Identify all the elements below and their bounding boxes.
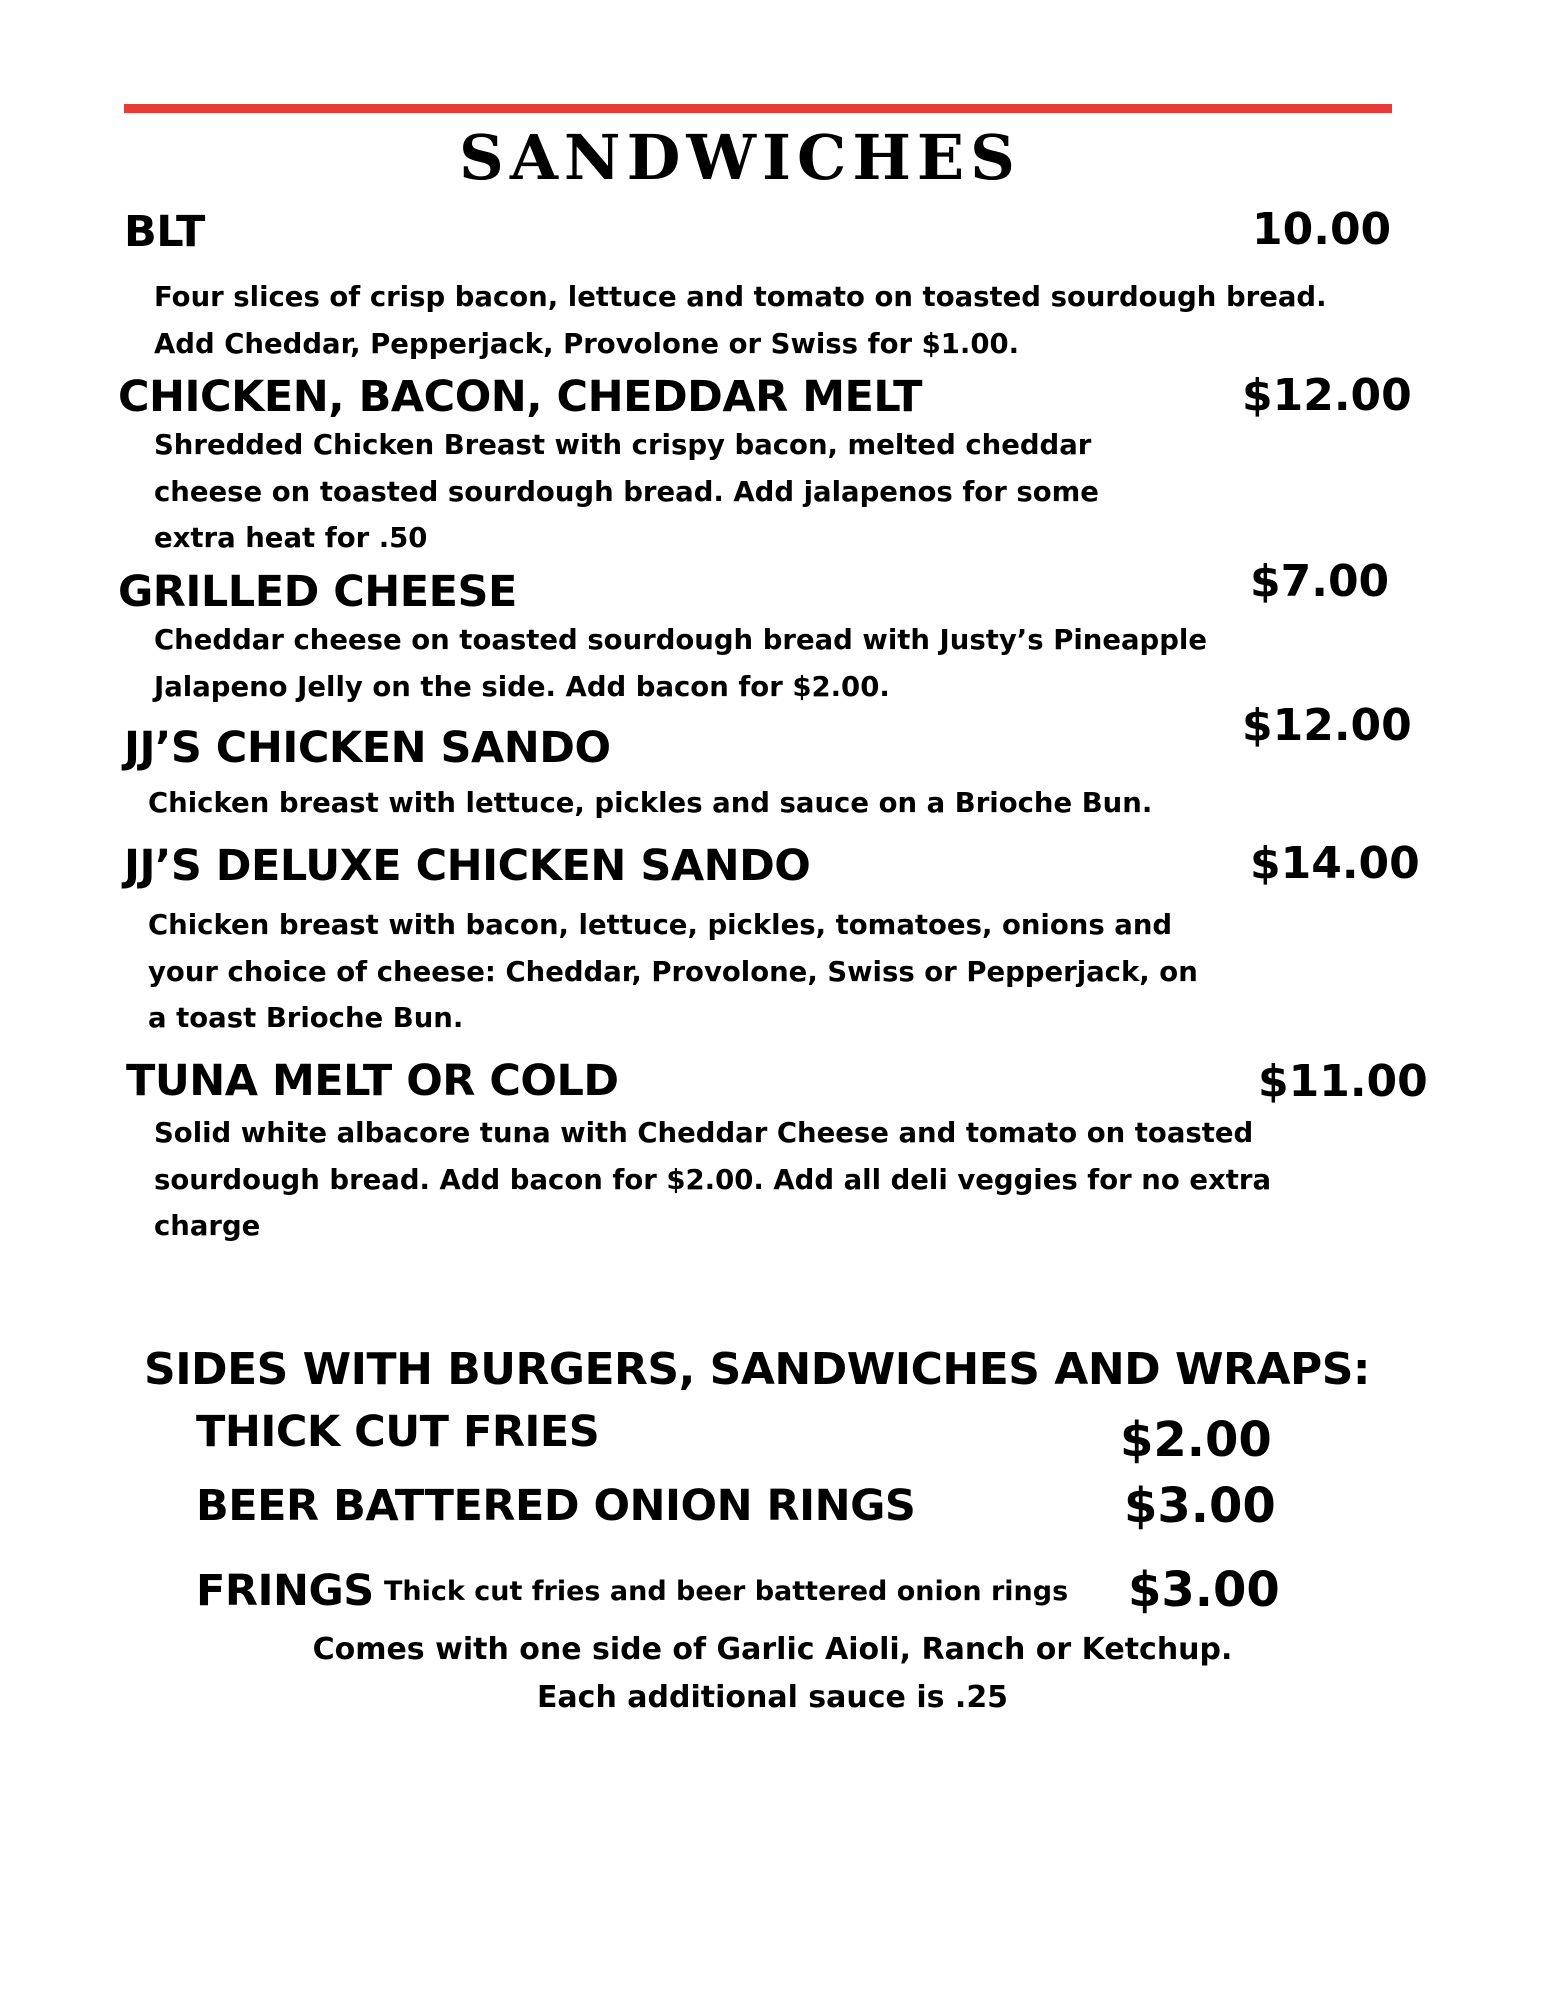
sides-title: SIDES WITH BURGERS, SANDWICHES AND WRAPS: [144, 1344, 1371, 1395]
item-name-blt: BLT [124, 207, 205, 257]
item-description-jjs-chicken-sando [148, 780, 1152, 827]
item-price-blt: 10.00 [1252, 204, 1392, 255]
description-line: a toast Brioche Bun. [148, 1002, 464, 1034]
item-price-tuna-melt-or-cold: $11.00 [1258, 1056, 1428, 1107]
red-divider [124, 104, 1392, 113]
item-name-jjs-chicken-sando: JJ’S CHICKEN SANDO [124, 723, 611, 773]
item-name-chicken-bacon-cheddar-melt: CHICKEN, BACON, CHEDDAR MELT [118, 372, 922, 422]
item-description-jjs-deluxe-chicken-sando [148, 902, 1198, 1042]
description-line: Chicken breast with bacon, lettuce, pickles, tomatoes, onions and [148, 909, 1173, 941]
description-line: extra heat for .50 [154, 522, 428, 554]
item-description-chicken-bacon-cheddar-melt [154, 422, 1099, 562]
description-line: Add Cheddar, Pepperjack, Provolone or Swiss for $1.00. [154, 327, 1020, 360]
description-line: cheese on toasted sourdough bread. Add jalapenos for some [154, 475, 1099, 508]
description-line: Jalapeno Jelly on the side. Add bacon for $2.00. [154, 670, 890, 703]
description-line: Chicken breast with lettuce, pickles and sauce on a Brioche Bun. [148, 787, 1153, 819]
item-price-grilled-cheese: $7.00 [1250, 556, 1390, 607]
item-description-grilled-cheese [154, 617, 1207, 710]
item-price-jjs-deluxe-chicken-sando: $14.00 [1250, 838, 1420, 889]
side-price-beer-battered-onion-rings: $3.00 [1124, 1478, 1276, 1534]
description-line: charge [154, 1210, 261, 1242]
side-note-frings: Thick cut fries and beer battered onion rings [384, 1576, 1069, 1607]
item-name-grilled-cheese: GRILLED CHEESE [118, 567, 517, 617]
item-price-chicken-bacon-cheddar-melt: $12.00 [1242, 370, 1412, 421]
footnote-line: Each additional sauce is .25 [536, 1680, 1009, 1715]
item-description-tuna-melt-or-cold [154, 1110, 1271, 1250]
item-price-jjs-chicken-sando: $12.00 [1242, 700, 1412, 751]
description-line: your choice of cheese: Cheddar, Provolone, Swiss or Pepperjack, on [148, 955, 1198, 988]
description-line: Cheddar cheese on toasted sourdough bread with Justy’s Pineapple [154, 624, 1208, 656]
side-name-thick-cut-fries: THICK CUT FRIES [196, 1407, 600, 1457]
side-price-frings: $3.00 [1128, 1562, 1280, 1618]
footnote-line: Comes with one side of Garlic Aioli, Ranch or Ketchup. [312, 1632, 1233, 1667]
side-name-beer-battered-onion-rings: BEER BATTERED ONION RINGS [196, 1481, 916, 1531]
item-name-tuna-melt-or-cold: TUNA MELT OR COLD [126, 1056, 619, 1106]
page-title: SANDWICHES [459, 121, 1021, 194]
description-line: Four slices of crisp bacon, lettuce and tomato on toasted sourdough bread. [154, 281, 1327, 313]
description-line: Shredded Chicken Breast with crispy bacon, melted cheddar [154, 429, 1092, 461]
item-description-blt [154, 274, 1327, 367]
description-line: sourdough bread. Add bacon for $2.00. Add all deli veggies for no extra [154, 1163, 1271, 1196]
side-name-frings: FRINGS [196, 1566, 374, 1616]
description-line: Solid white albacore tuna with Cheddar Cheese and tomato on toasted [154, 1117, 1254, 1149]
side-price-thick-cut-fries: $2.00 [1120, 1412, 1272, 1468]
sauce-footnote [0, 1626, 1545, 1722]
item-name-jjs-deluxe-chicken-sando: JJ’S DELUXE CHICKEN SANDO [124, 841, 811, 891]
